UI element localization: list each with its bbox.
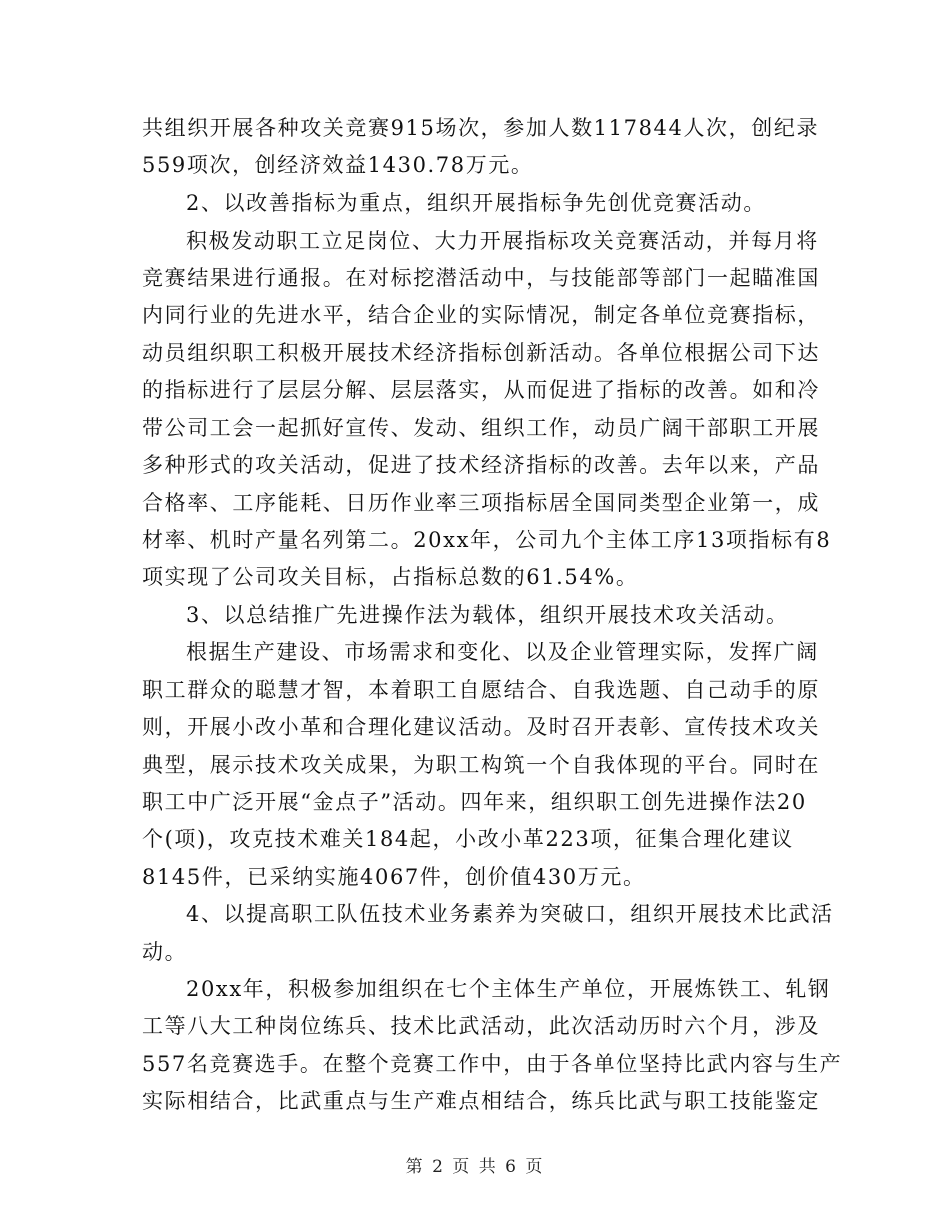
text-line: 内同行业的先进水平，结合企业的实际情况，制定各单位竞赛指标，: [142, 303, 820, 327]
text-line: 557名竞赛选手。在整个竞赛工作中，由于各单位坚持比武内容与生产: [142, 1052, 843, 1076]
text-line: 20xx年，积极参加组织在七个主体生产单位，开展炼铁工、轧钢: [186, 977, 831, 1001]
text-line: 的指标进行了层层分解、层层落实，从而促进了指标的改善。如和冷: [142, 378, 820, 402]
text-line: 合格率、工序能耗、日历作业率三项指标居全国同类型企业第一，成: [142, 491, 820, 515]
text-line: 多种形式的攻关活动，促进了技术经济指标的改善。去年以来，产品: [142, 453, 820, 477]
section-heading: 2、以改善指标为重点，组织开展指标争先创优竞赛活动。: [186, 191, 766, 215]
section-heading: 3、以总结推广先进操作法为载体，组织开展技术攻关活动。: [186, 603, 789, 627]
text-line: 个(项)，攻克技术难关184起，小改小革223项，征集合理化建议: [142, 827, 794, 851]
text-line: 则，开展小改小革和合理化建议活动。及时召开表彰、宣传技术攻关: [142, 715, 820, 739]
section-heading-continued: 动。: [142, 940, 188, 964]
section-heading: 4、以提高职工队伍技术业务素养为突破口，组织开展技术比武活: [186, 902, 834, 926]
text-line: 职工群众的聪慧才智，本着职工自愿结合、自我选题、自己动手的原: [142, 678, 820, 702]
page-number-footer: 第 2 页 共 6 页: [405, 1157, 545, 1177]
text-line: 职工中广泛开展“金点子”活动。四年来，组织职工创先进操作法20: [142, 790, 807, 814]
text-line: 实际相结合，比武重点与生产难点相结合，练兵比武与职工技能鉴定: [142, 1089, 820, 1113]
text-line: 动员组织职工积极开展技术经济指标创新活动。各单位根据公司下达: [142, 341, 820, 365]
text-line: 工等八大工种岗位练兵、技术比武活动，此次活动历时六个月，涉及: [142, 1014, 820, 1038]
text-line: 559项次，创经济效益1430.78万元。: [142, 153, 534, 177]
text-line: 积极发动职工立足岗位、大力开展指标攻关竞赛活动，并每月将: [186, 229, 819, 253]
text-line: 竞赛结果进行通报。在对标挖潜活动中，与技能部等部门一起瞄准国: [142, 266, 820, 290]
text-line: 带公司工会一起抓好宣传、发动、组织工作，动员广阔干部职工开展: [142, 416, 820, 440]
text-line: 共组织开展各种攻关竞赛915场次，参加人数117844人次，创纪录: [142, 116, 820, 140]
text-line: 8145件，已采纳实施4067件，创价值430万元。: [142, 865, 646, 889]
text-line: 项实现了公司攻关目标，占指标总数的61.54%。: [142, 565, 639, 589]
text-line: 根据生产建设、市场需求和变化、以及企业管理实际，发挥广阔: [186, 640, 819, 664]
text-line: 材率、机时产量名列第二。20xx年，公司九个主体工序13项指标有8: [142, 528, 832, 552]
text-line: 典型，展示技术攻关成果，为职工构筑一个自我体现的平台。同时在: [142, 753, 820, 777]
